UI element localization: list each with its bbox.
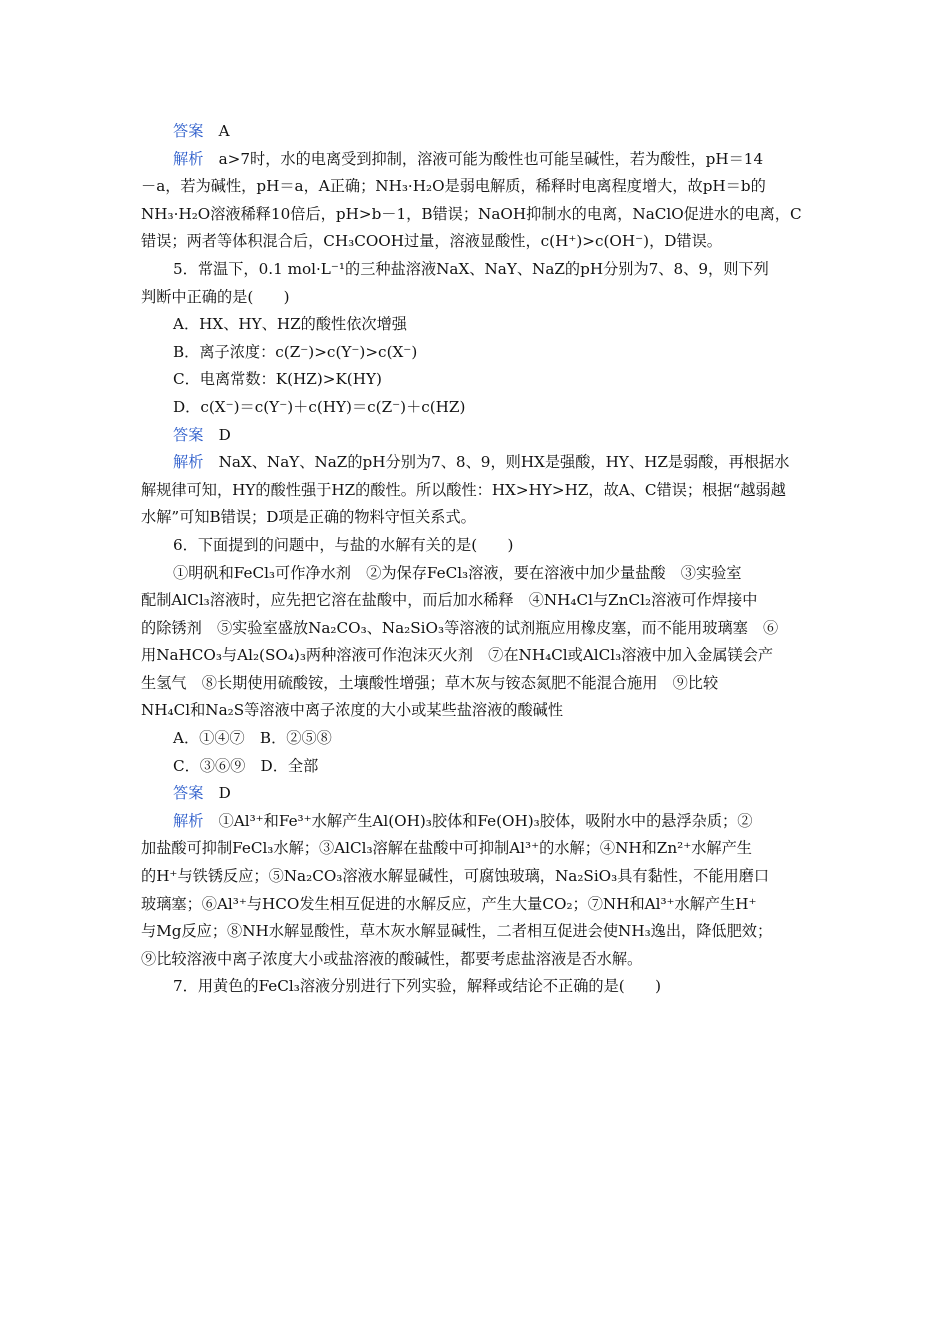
analysis-tag: 解析: [173, 453, 204, 472]
text-line: [141, 228, 817, 256]
line-text: 加盐酸可抑制FeCl₃水解；③AlCl₃溶解在盐酸中可抑制Al³⁺的水解；④NH和Zn²⁺水解产生: [141, 839, 752, 858]
line-text: 判断中正确的是( ): [141, 287, 290, 306]
analysis-line: [141, 808, 817, 836]
text-line: [141, 201, 817, 229]
line-text: 错误；两者等体积混合后，CH₃COOH过量，溶液显酸性，c(H⁺)>c(OH⁻)，D错误。: [141, 232, 722, 251]
line-text: A．①④⑦ B．②⑤⑧: [173, 729, 332, 748]
option-line: [141, 394, 817, 422]
question-line: [141, 256, 817, 284]
text-line: [141, 615, 817, 643]
answer-tag: 答案: [173, 425, 204, 444]
line-text: 的除锈剂 ⑤实验室盛放Na₂CO₃、Na₂SiO₃等溶液的试剂瓶应用橡皮塞，而不能用玻璃塞 ⑥: [141, 618, 779, 637]
option-line: [141, 366, 817, 394]
option-line: [141, 753, 817, 781]
line-text: NH₄Cl和Na₂S等溶液中离子浓度的大小或某些盐溶液的酸碱性: [141, 701, 564, 720]
line-text: A: [203, 122, 230, 140]
answer-line: [141, 780, 817, 808]
line-text: 配制AlCl₃溶液时，应先把它溶在盐酸中，而后加水稀释 ④NH₄Cl与ZnCl₂溶液可作焊接中: [141, 591, 758, 610]
analysis-line: [141, 449, 817, 477]
answer-line: [141, 422, 817, 450]
line-text: 的H⁺与铁锈反应；⑤Na₂CO₃溶液水解显碱性，可腐蚀玻璃，Na₂SiO₃具有黏性，不能用磨口: [141, 867, 770, 886]
analysis-tag: 解析: [173, 811, 204, 830]
question-line: [141, 973, 817, 1001]
answer-tag: 答案: [173, 122, 204, 140]
line-text: 玻璃塞；⑥Al³⁺与HCO发生相互促进的水解反应，产生大量CO₂；⑦NH和Al³⁺水解产生H⁺: [141, 894, 757, 913]
line-text: ①明矾和FeCl₃可作净水剂 ②为保存FeCl₃溶液，要在溶液中加少量盐酸 ③实验室: [173, 563, 742, 582]
text-line: [141, 504, 817, 532]
text-line: [141, 560, 817, 588]
answer-line: [141, 118, 817, 146]
text-line: [141, 670, 817, 698]
line-text: D: [203, 784, 231, 803]
line-text: a>7时，水的电离受到抑制，溶液可能为酸性也可能呈碱性，若为酸性，pH＝14: [203, 149, 764, 168]
line-text: C．③⑥⑨ D．全部: [173, 756, 319, 775]
line-text: B．离子浓度：c(Z⁻)>c(Y⁻)>c(X⁻): [173, 342, 418, 361]
analysis-tag: 解析: [173, 149, 204, 168]
text-line: [141, 587, 817, 615]
analysis-line: [141, 146, 817, 174]
text-line: [141, 891, 817, 919]
line-text: C．电离常数：K(HZ)>K(HY): [173, 370, 382, 389]
text-line: [141, 284, 817, 312]
text-line: [141, 918, 817, 946]
option-line: [141, 339, 817, 367]
line-text: A．HX、HY、HZ的酸性依次增强: [173, 315, 407, 334]
text-line: [141, 697, 817, 725]
text-line: [141, 835, 817, 863]
line-text: D: [203, 425, 231, 444]
line-text: 水解”可知B错误；D项是正确的物料守恒关系式。: [141, 508, 476, 527]
line-text: D．c(X⁻)＝c(Y⁻)＋c(HY)＝c(Z⁻)＋c(HZ): [173, 397, 466, 416]
line-text: 生氢气 ⑧长期使用硫酸铵，土壤酸性增强；草木灰与铵态氮肥不能混合施用 ⑨比较: [141, 673, 719, 692]
line-text: 解规律可知，HY的酸性强于HZ的酸性。所以酸性：HX>HY>HZ，故A、C错误；根据“越弱越: [141, 480, 786, 499]
text-line: [141, 173, 817, 201]
question-line: [141, 532, 817, 560]
line-text: 5．常温下，0.1 mol·L⁻¹的三种盐溶液NaX、NaY、NaZ的pH分别为7、8、9，则下列: [173, 259, 769, 278]
line-text: NaX、NaY、NaZ的pH分别为7、8、9，则HX是强酸，HY、HZ是弱酸，再根据水: [203, 453, 790, 472]
document-body: [141, 118, 817, 1001]
line-text: 与Mg反应；⑧NH水解显酸性，草木灰水解显碱性，二者相互促进会使NH₃逸出，降低肥效；: [141, 922, 773, 941]
line-text: ①Al³⁺和Fe³⁺水解产生Al(OH)₃胶体和Fe(OH)₃胶体，吸附水中的悬浮杂质；②: [203, 811, 753, 830]
text-line: [141, 946, 817, 974]
line-text: 7．用黄色的FeCl₃溶液分别进行下列实验，解释或结论不正确的是( ): [173, 977, 662, 996]
line-text: 6．下面提到的问题中，与盐的水解有关的是( ): [173, 535, 514, 554]
line-text: 用NaHCO₃与Al₂(SO₄)₃两种溶液可作泡沫灭火剂 ⑦在NH₄Cl或AlCl₃溶液中加入金属镁会产: [141, 646, 774, 665]
answer-tag: 答案: [173, 784, 204, 803]
line-text: ⑨比较溶液中离子浓度大小或盐溶液的酸碱性，都要考虑盐溶液是否水解。: [141, 949, 643, 968]
text-line: [141, 642, 817, 670]
line-text: －a，若为碱性，pH＝a，A正确；NH₃·H₂O是弱电解质，稀释时电离程度增大，故pH＝b的: [141, 177, 766, 196]
option-line: [141, 725, 817, 753]
text-line: [141, 863, 817, 891]
option-line: [141, 311, 817, 339]
text-line: [141, 477, 817, 505]
line-text: NH₃·H₂O溶液稀释10倍后，pH>b－1，B错误；NaOH抑制水的电离，NaClO促进水的电离，C: [141, 204, 802, 223]
